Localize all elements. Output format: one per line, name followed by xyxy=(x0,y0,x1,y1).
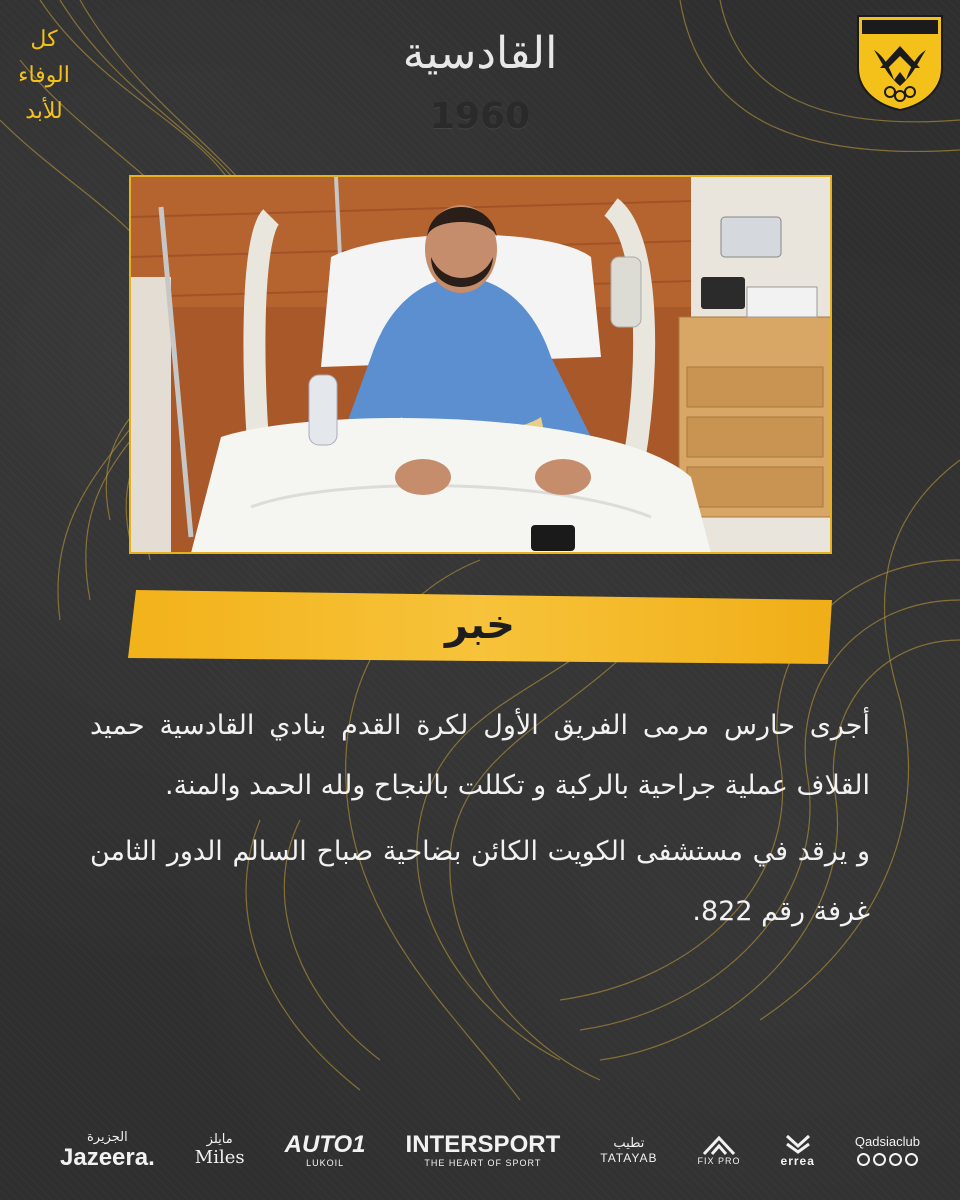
youtube-icon[interactable] xyxy=(889,1153,902,1166)
sponsor-auto1-name: AUTO1 xyxy=(284,1131,366,1158)
sponsor-jazeera-ar: الجزيرة xyxy=(87,1129,128,1145)
sponsor-miles xyxy=(195,1132,245,1168)
article-paragraph: و يرقد في مستشفى الكويت الكائن بضاحية صباح السالم الدور الثامن غرفة رقم 822. xyxy=(90,836,870,927)
snapchat-icon[interactable] xyxy=(905,1153,918,1166)
hospital-bed-illustration xyxy=(131,177,831,553)
sponsor-intersport-sub: THE HEART OF SPORT xyxy=(424,1158,542,1168)
sponsor-intersport-name: INTERSPORT xyxy=(405,1131,561,1158)
club-name-title: القادسية xyxy=(402,28,558,79)
tagline-line: الوفاء xyxy=(18,63,70,88)
x-icon[interactable] xyxy=(873,1153,886,1166)
social-handle: Qadsiaclub xyxy=(854,1134,920,1149)
tagline-line: للأبد xyxy=(25,99,63,124)
sponsor-tatayab xyxy=(600,1136,657,1165)
article-paragraph: أجرى حارس مرمى الفريق الأول لكرة القدم بنادي القادسية حميد القلاف عملية جراحية بالركبة و تكللت بالنجاح ولله الحمد والمنة. xyxy=(90,710,870,801)
sponsor-errea-name: errea xyxy=(780,1154,815,1168)
sponsor-fixpro-name: FIX PRO xyxy=(697,1156,741,1166)
sponsor-tatayab-ar: تطيب xyxy=(613,1135,645,1151)
instagram-icon[interactable] xyxy=(857,1153,870,1166)
sponsor-jazeera xyxy=(60,1130,155,1171)
errea-icon xyxy=(785,1132,811,1154)
news-photo xyxy=(129,175,832,554)
sponsors-bar xyxy=(60,1120,920,1180)
sponsor-miles-name: Miles xyxy=(194,1147,245,1168)
news-label: خبر xyxy=(444,602,516,648)
qadsia-social xyxy=(855,1134,920,1166)
news-banner xyxy=(128,590,832,664)
social-icons xyxy=(857,1153,918,1166)
founding-year: 1960 xyxy=(429,96,531,137)
tagline-line: كل xyxy=(30,27,58,52)
sponsor-errea xyxy=(781,1132,815,1168)
sponsor-auto1 xyxy=(285,1132,366,1168)
sponsor-intersport xyxy=(406,1132,561,1168)
sponsor-miles-ar: مايلز xyxy=(206,1132,233,1147)
sponsor-fixpro xyxy=(698,1134,741,1166)
fixpro-icon xyxy=(702,1134,736,1156)
article-body xyxy=(90,696,870,942)
sponsor-auto1-sub: LUKOIL xyxy=(306,1158,345,1168)
sponsor-jazeera-name: Jazeera. xyxy=(60,1143,155,1171)
sponsor-tatayab-name: TATAYAB xyxy=(600,1150,658,1165)
